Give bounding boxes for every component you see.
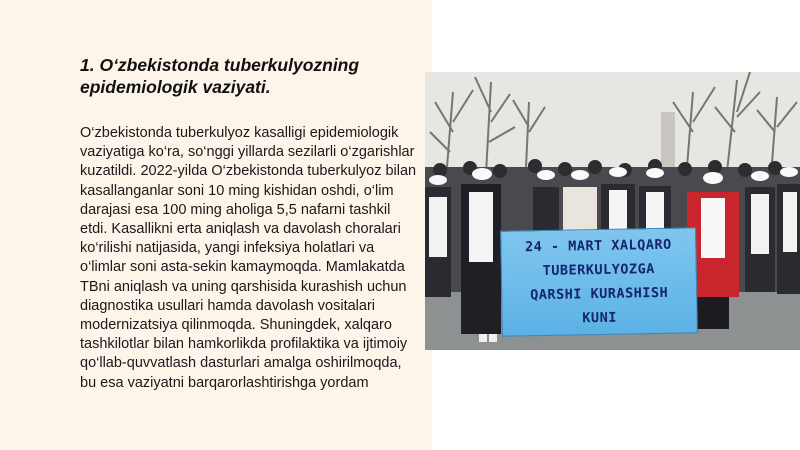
- slide-body-text: O‘zbekistonda tuberkulyoz kasalligi epidemiologik vaziyatiga ko‘ra, so‘nggi yillarda sezilarli o‘zgarishlar kuzatildi. 2022-yilda O‘zbekistonda tuberkulyoz bilan kasallanganlar soni 10 ming kishidan oshdi, o‘lim darajasi esa 100 ming aholiga 5,5 nafarni tashkil etdi. Kasallikni erta aniqlash va davolash choralari ko‘rilishi natijasida, yangi infeksiya holatlari va o‘limlar soni asta-sekin kamaymoqda. Mamlakatda TBni aniqlash va uning qarshisida kurashish uchun diagnostika usullari hamda davolash vositalari modernizatsiya qilinmoqda. Shuningdek, xalqaro tashkilotlar bilan hamkorlikda profilaktika va ijtimoiy qo‘llab-quvvatlash dasturlari amalga oshirilmoqda, bu esa vaziyatni barqarorlashtirishga yordam: [80, 125, 417, 391]
- banner-line: QARSHI KURASHISH: [530, 284, 669, 304]
- slide-heading: 1. O‘zbekistonda tuberkulyozning epidemiologik vaziyati.: [80, 55, 360, 97]
- banner: [500, 227, 698, 336]
- banner-line: TUBERKULYOZGA: [542, 261, 655, 279]
- rally-photo: [425, 72, 800, 350]
- banner-line: 24 - MART XALQARO: [524, 236, 672, 256]
- banner-line: KUNI: [582, 309, 618, 327]
